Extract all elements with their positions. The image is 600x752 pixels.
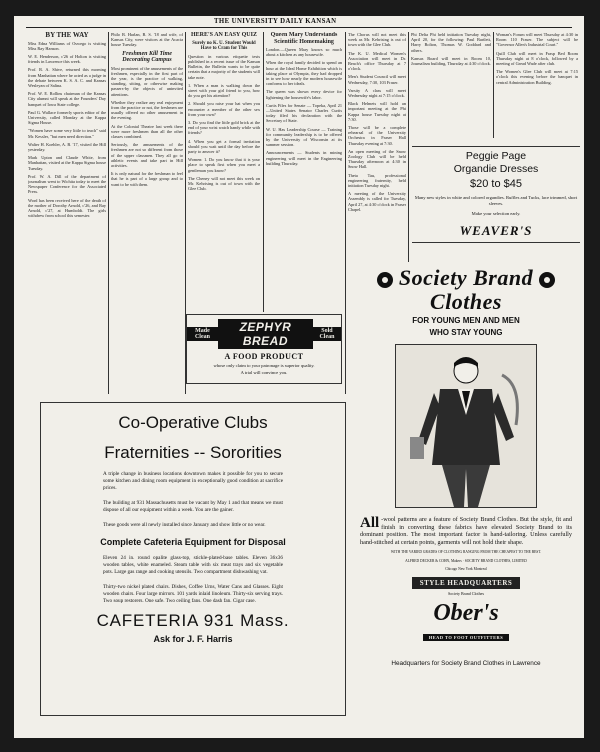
queen-mary-headline: Queen Mary Understands Scientific Homemaking — [270, 32, 338, 45]
quiz-subhead: Surely no K. U. Student Would Have to Cram for This — [192, 40, 256, 52]
obers-logo: Ober's — [433, 599, 499, 626]
news-item: The queen was shown every device for lightening the housewife's labor. — [266, 89, 342, 100]
news-item: 3. Do you find the little gold brick at the end of your wrist watch handy while with friends? — [188, 119, 260, 136]
news-item: Paul G. Wallace formerly sports editor of the University, called Monday at the Kappa Sigma House. — [28, 109, 106, 126]
society-brand-ad — [352, 266, 580, 736]
divider — [412, 242, 580, 243]
column-divider — [493, 32, 494, 138]
notice-item: A meeting of the University Assembly is called for Tuesday, April 27, at 4:30 o'clock in Fraser Chapel. — [348, 191, 406, 212]
divider — [412, 146, 580, 147]
news-item: Most prominent of the amusements of the freshmen, especially in the first part of the year, is the practice of walking, standing, sitting, or otherwise making passers-by the objects of uninvited attentions. — [111, 65, 183, 97]
news-item: "Women have some very little to teach" said Mr. Kessler, "but men need direction." — [28, 128, 106, 139]
cafeteria-address: CAFETERIA 931 Mass. — [96, 611, 290, 630]
society-cities: Chicago New York Montreal — [445, 567, 487, 572]
peggie-title: Peggie Page — [465, 150, 527, 162]
zephyr-bread-name: ZEPHYR BREAD — [218, 319, 313, 349]
column-divider — [108, 32, 109, 394]
news-item: It is only natural for the freshman to feel that he is part of a large group and to want to be with them. — [111, 171, 183, 187]
notice-item: The Chorus will not meet this week as Mr. Kehrising is out of town with the Glee Club. — [348, 32, 406, 48]
society-footer: Headquarters for Society Brand Clothes in Lawrence — [391, 659, 541, 667]
coop-body: These goods were all newly installed since January and show little or no wear. — [103, 522, 266, 528]
column-notices — [348, 32, 406, 262]
news-item: 4. When you get a formal invitation should you wait until the day before the party to answer it? — [188, 138, 260, 154]
society-makers: ALFRED DECKER & COHN, Makers · SOCIETY BRAND CLOTHES, LIMITED — [405, 558, 527, 563]
society-brand-name: Society Brand — [398, 265, 534, 290]
news-item: W. E. Henderson, c'26 of Holton is visiting friends in Lawrence this week. — [28, 53, 106, 65]
coop-body: A triple change in business locations downtown makes it possible for you to secure some kitchen and dining room equipment in exceptionally good condition at sacrifice prices. — [103, 471, 283, 491]
column-quiz — [188, 32, 260, 312]
by-the-way-heading: BY THE WAY — [45, 32, 89, 39]
news-item: Whether they realize any real enjoyment from the practice or not, the freshmen are usually offered no other amusement in the evening. — [111, 99, 183, 121]
coop-equipment-list: Eleven 24 in. round opalite glass-top, stickle-plated-base tables. Eleven 36x36 wooden tables, white enameled. Steam table with six meat trays and six vegetable pots. Large gas range and cooking utensils. Two compartment dishwashing vat. — [103, 555, 283, 575]
made-clean-label: Made Clean — [187, 327, 218, 341]
peggie-price: $20 to $45 — [470, 178, 522, 190]
notice-item: Those will be a complete rehearsal of the University Orchestra in Fraser Hall Thursday evening at 7:30. — [348, 125, 406, 146]
sold-clean-label: Sold Clean — [313, 327, 341, 341]
news-item: Curtis Files for Senate — Topeka, April 21—United States Senator Charles Curtis today filed his declaration with the Secretary of State. — [266, 102, 342, 124]
newspaper-page — [14, 16, 584, 738]
peggie-page-ad — [412, 143, 580, 258]
society-body — [352, 516, 580, 546]
society-brand-title — [352, 266, 580, 290]
contact-line: Ask for J. F. Harris — [153, 634, 233, 644]
news-item: Philo B. Harlan, B. S. '18 and wife, of Kansas City, were visitors at the Acacia house Tuesday. — [111, 32, 183, 48]
news-item: Women: 1. Do you know that it is your place to speak first when you meet a gentleman you know? — [188, 157, 260, 173]
column-divider — [263, 32, 264, 312]
style-headquarters-badge: STYLE HEADQUARTERS — [412, 577, 521, 589]
news-item: Walter H. Koehler, A. B. '17, visited the Hill yesterday. — [28, 141, 106, 152]
peggie-description: Many new styles in white and colored organdies. Ruffles and Tucks, lace trimmed, short sleeves. — [414, 195, 578, 206]
notice-item: Theta Tau, professional engineering fraternity, held initiation Tuesday night. — [348, 172, 406, 189]
society-tagline: FOR YOUNG MEN AND MEN — [412, 316, 520, 325]
peggie-title: Organdie Dresses — [453, 163, 539, 175]
news-item: London.—Queen Mary knows so much about a kitchen as any housewife. — [266, 47, 342, 58]
notice-item: Black Helmets will hold an important meeting at the Phi Kappa house Tuesday night at 7:30. — [348, 101, 406, 122]
column-by-the-way — [28, 32, 106, 394]
news-item: At the Colonial Theatre last week there were more freshmen than all the other classes combined. — [111, 123, 183, 140]
notice-item: Kansas Board will meet in Room 10, Journalism building, Thursday at 4:30 o'clock. — [411, 55, 491, 67]
zephyr-line: A trial will convince you. — [240, 370, 288, 375]
news-item: Word has been received here of the death of the mother of Dorothy Arnold, c'26, and Ray Arnold, c'27, at Humboldt. The girls withdrew from school this semester. — [28, 197, 106, 219]
masthead: THE UNIVERSITY DAILY KANSAN — [214, 18, 337, 25]
news-item: 1. When a man is walking down the street with your girl friend to you, how do you get his attention? — [188, 82, 260, 99]
notice-item: Men's Student Council will meet Wednesday, 7:30, 103 Fraser. — [348, 74, 406, 85]
column-divider — [345, 32, 346, 394]
suit-figure-icon — [396, 345, 537, 508]
cooperative-clubs-ad — [40, 402, 346, 716]
news-item: Announcements — Students in mining engineering will meet in the Engineering building Thursday. — [266, 150, 342, 166]
notice-item: An open meeting of the Snow Zoology Club will be held Thursday afternoon at 4:30 in Snow Hall. — [348, 148, 406, 170]
column-freshmen — [111, 32, 183, 394]
news-item: Question in various etiquette tests published in a recent issue of the Kansan Bulletin, the Bulletin wants to be quite certain that a majority of the students will take note. — [188, 53, 260, 80]
quiz-headline: HERE'S AN EASY QUIZ — [191, 32, 257, 38]
freshmen-headline: Freshmen Kill Time Decorating Campus — [122, 50, 172, 64]
news-item: Mark Upton and Claude White, from Manhattan, visited at the Kappa Sigma house Tuesday. — [28, 155, 106, 171]
news-item: Prof. W. E. Rollins chairman of the Kansas City alumni will speak at the Founders' Day banquet of Iowa State college. — [28, 91, 106, 107]
zephyr-bread-ad — [186, 314, 342, 384]
rosette-icon — [539, 272, 555, 288]
coop-title: Co-Operative Clubs — [118, 413, 268, 432]
news-item: The Cheney will not meet this week on Mr. Kehrising is out of town with the Glee Club. — [188, 175, 260, 192]
equipment-heading: Complete Cafeteria Equipment for Disposal — [100, 537, 286, 547]
news-item: 2. Should you raise your hat when you encounter a member of the other sex from your own? — [188, 101, 260, 117]
coop-title: Fraternities -- Sororities — [104, 443, 282, 462]
news-item: W. U. Has Leadership Course — Training for community leadership is to be offered by the University of Wisconsin at its summer session. — [266, 126, 342, 148]
peggie-approval: Make your selection early. — [471, 211, 521, 217]
column-divider — [408, 32, 409, 262]
column-womans-forum — [496, 32, 578, 138]
notice-item: Quill Club will meet in Frasp Bed Room Thursday night at 8 o'clock, followed by a meeting of Gread Wade after club. — [496, 50, 578, 67]
society-dropcap: All — [360, 515, 380, 531]
column-phi-delta — [411, 32, 491, 138]
zephyr-line: whose only claim to your patronage is superior quality. — [213, 363, 315, 368]
society-copy: -wool patterns are a feature of Society Brand Clothes. But the style, fit and finish in converting these fabrics have elevated Society Brand to its dominant position. The most important factor is hand-tailoring. Unless carefully hand-stitched at certain points, garments will not hold their shape. — [360, 516, 572, 546]
rosette-icon — [377, 272, 393, 288]
weavers-logo: WEAVER'S — [459, 222, 533, 238]
news-item: Miss Edna Williams of Oswego is visiting Miss Ray Hanson. — [28, 40, 106, 51]
news-item: Seriously, the amusements of the freshmen are not so different from those of the upper classmen. They all go to athletic events and take part in Hill activities. — [111, 142, 183, 169]
news-item: Prof. R. A. Shive, returned this morning from Manhattan where he acted as a judge in the debate between K. S. A. C. and Kansas Wesleyan of Salina. — [28, 67, 106, 88]
society-fine-print: WITH THE VARIED GRADES OF CLOTHING RANGING FROM THE CHEAPEST TO THE BEST. — [390, 550, 542, 555]
society-brand-clothes: Clothes — [430, 289, 502, 314]
coop-body: The building at 931 Massachusetts must be vacant by May 1 and that means we must dispose of all our equipment within a week. You are the gainer. — [103, 500, 283, 513]
news-item: When the royal family decided to spend an hour at the Ideal Home Exhibition which is taking place at Olympia, they had dropped in to see how nearly the modern housewife conforms to her ideals. — [266, 60, 342, 87]
news-item: Prof. W. A. Dill of the department of journalism went to Wichita today to meet the Newspaper Conference for the Associated Press. — [28, 173, 106, 195]
man-illustration — [395, 344, 537, 508]
notice-item: Varsity A class will meet Wednesday night at 7:15 o'clock. — [348, 87, 406, 99]
zephyr-subtitle: A FOOD PRODUCT — [224, 352, 304, 361]
notice-item: The K. U. Medical Women's Association will meet in Dr. Beach's office Thursday at 7 o'clock. — [348, 50, 406, 72]
obers-tagline: HEAD TO FOOT OUTFITTERS — [423, 634, 509, 641]
notice-item: Woman's Forum will meet Thursday at 4:30 in Room 110 Fraser. The subject will be "Governor Allen's Industrial Court." — [496, 32, 578, 48]
coop-equipment-list: Thirty-two nickel plated chairs. Dishes, Coffee Urns, Water Cans and Glasses. Eight wooden chairs. Four large mirrors. 101 yards inlaid linoleum. Thirty-six serving trays. Two soup restorers. One safe. Two ceiling fans. One dash fan. Cigar case. — [103, 584, 283, 604]
masthead-rule — [26, 27, 572, 28]
notice-item: The Women's Glee Club will meet at 7:15 o'clock this evening before the banquet in central Administration Building. — [496, 69, 578, 85]
zephyr-banner — [187, 319, 341, 349]
style-headquarters-sub: Society Brand Clothes — [448, 590, 484, 596]
society-tagline: WHO STAY YOUNG — [429, 328, 503, 337]
notice-item: Phi Delta Phi held initiation Tuesday night, April 20, for the following: Paul Bartlett, Harry Bolton, Thomas W. Goddard and others. — [411, 32, 491, 53]
